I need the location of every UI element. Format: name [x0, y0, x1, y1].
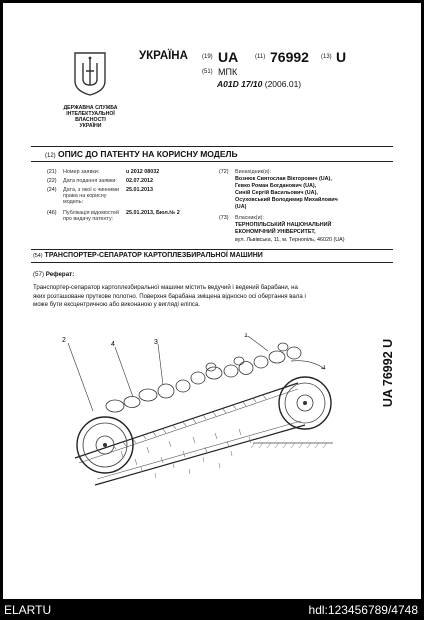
effective-date: 25.01.2013: [126, 187, 153, 193]
inventor: Синій Сергій Васильович (UA),: [235, 190, 318, 196]
inventor: Осуховський Володимир Михайлович: [235, 197, 338, 203]
application-number: u 2012 08032: [126, 169, 160, 175]
abstract-text: Транспортер-сепаратор картоплезбиральної машини містить ведучий і ведений барабани, на яких розташоване пруткове полотно. Поверхня барабана зміщена відносно осі обертання вала і може бути ексцентричною або виконаною у вигляді еліпса.: [33, 284, 306, 309]
country-code: UA: [218, 49, 239, 65]
country-name: УКРАЇНА: [139, 50, 188, 62]
coat-of-arms-icon: [73, 51, 107, 97]
footer-left: ELARTU: [4, 603, 52, 617]
owner: ЕКОНОМІЧНИЙ УНІВЕРСИТЕТ,: [235, 229, 316, 235]
patent-page: ДЕРЖАВНА СЛУЖБА ІНТЕЛЕКТУАЛЬНОЇ ВЛАСНОСТІ УКРАЇНИ УКРАЇНА (19) UA (11) 76992 (13) U (51) МПК A01D 17/10 (2006.01) (12) ОПИС ДО ПАТЕНТУ НА КОРИСНУ МОДЕЛЬ (21) Номер заявки: u 2012 08032 (22) Дата подання заявки: 02.07.2012 (24) Дата, з якої є чинними права на корисну модель: 25.01.2013 (46) Публікація відомостей про видачу патенту: 25.01.2013, Бюл.№ 2 (72) Винахідник(и): Вознюк Святослав Вікторович (UA), Гевко Роман Богданович (UA), Синій Сергій Васильович (UA), Осуховський Володимир Михайлович (UA) (73) Власник(и): ТЕРНОПІЛЬСЬКИЙ НАЦІОНАЛЬНИЙ ЕКОНОМІЧНИЙ УНІВЕРСИТЕТ, вул. Львівська, 11, м. Тернопіль, 46020 (UA) (54) ТРАНСПОРТЕР-СЕПАРАТОР КАРТОПЛЕЗБИРАЛЬНОЇ МАШИНИ (57) Реферат: Транспортер-сепаратор картоплезбиральної машини містить ведучий і ведений барабани, на яких розташоване пруткове полотно. Поверхня барабана зміщена відносно осі обертання вала і може бути ексцентричною або виконаною у вигляді еліпса. UA 76992 U 1 2 3 4: [3, 3, 421, 599]
code-13: (13): [321, 54, 332, 60]
figure-label-2: 2: [62, 337, 66, 344]
agency-name: ДЕРЖАВНА СЛУЖБА ІНТЕЛЕКТУАЛЬНОЇ ВЛАСНОСТІ УКРАЇНИ: [63, 105, 118, 129]
inventor: Гевко Роман Богданович (UA),: [235, 183, 317, 189]
document-type: (12) ОПИС ДО ПАТЕНТУ НА КОРИСНУ МОДЕЛЬ: [45, 149, 238, 159]
side-patent-number: UA 76992 U: [381, 338, 395, 408]
invention-title: (54) ТРАНСПОРТЕР-СЕПАРАТОР КАРТОПЛЕЗБИРАЛЬНОЇ МАШИНИ: [33, 252, 263, 259]
divider: [31, 146, 393, 147]
divider: [31, 249, 393, 250]
footer-bar: [0, 600, 424, 620]
figure-label-1: 1: [244, 333, 248, 339]
filing-date: 02.07.2012: [126, 178, 153, 184]
inventor: Вознюк Святослав Вікторович (UA),: [235, 176, 332, 182]
conveyor-drawing: [43, 333, 343, 503]
divider: [31, 262, 393, 263]
figure-label-4: 4: [111, 341, 115, 348]
kind-code: U: [336, 49, 347, 65]
ipc-label: МПК: [218, 67, 238, 77]
ipc-year: (2006.01): [264, 79, 302, 89]
divider: [31, 161, 393, 162]
code-19: (19): [202, 54, 213, 60]
code-11: (11): [255, 54, 266, 60]
publication-info: 25.01.2013, Бюл.№ 2: [126, 210, 180, 216]
footer-right: hdl:123456789/4748: [308, 603, 418, 617]
patent-number: 76992: [270, 49, 309, 65]
owner: ТЕРНОПІЛЬСЬКИЙ НАЦІОНАЛЬНИЙ: [235, 222, 332, 228]
ipc-value: A01D 17/10: [217, 79, 263, 89]
inventor: (UA): [235, 204, 247, 210]
figure-label-3: 3: [154, 339, 158, 346]
owner-address: вул. Львівська, 11, м. Тернопіль, 46020 (UA): [235, 237, 345, 243]
abstract-heading: (57) Реферат:: [33, 271, 75, 278]
code-51: (51): [202, 69, 213, 75]
